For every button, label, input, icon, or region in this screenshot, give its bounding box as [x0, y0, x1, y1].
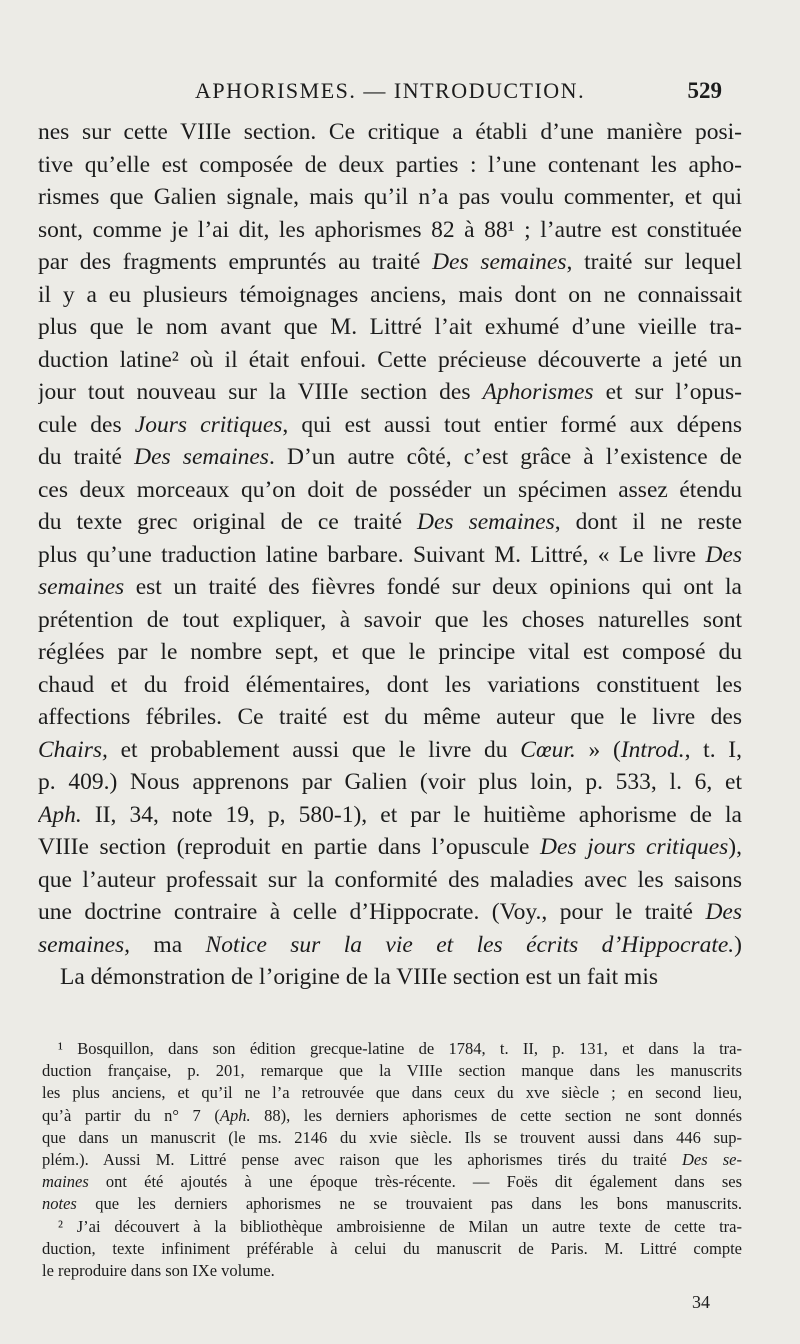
text-line	[38, 766, 742, 799]
footnote-line	[42, 1149, 742, 1171]
text-run: les plus anciens, et qu’il ne l’a retrouvée que dans ceux du xve siècle ; en second lieu,	[42, 1083, 742, 1103]
text-run: par des fragments empruntés au traité	[38, 249, 433, 275]
text-line	[38, 474, 742, 507]
text-run: une doctrine contraire à celle d’Hippocrate. (Voy., pour le traité	[38, 899, 706, 925]
main-text	[38, 116, 742, 994]
text-run: duction française, p. 201, remarque que la VIIIe section manque dans les manuscrits	[42, 1061, 742, 1081]
text-run: , dont il ne reste	[554, 509, 742, 535]
text-line	[38, 896, 742, 929]
text-line	[38, 961, 742, 994]
text-run: est un traité des fièvres fondé sur deux opinions qui ont la	[124, 574, 742, 600]
page-number: 529	[687, 78, 722, 103]
footnote-line	[42, 1238, 742, 1260]
italic-text: Chairs,	[38, 736, 108, 763]
footnote-line	[42, 1082, 742, 1104]
text-run: , qui est aussi tout entier formé aux dépens	[282, 411, 742, 438]
text-line	[38, 669, 742, 702]
text-run: La démonstration de l’origine de la VIIIe section est un fait mis	[60, 964, 658, 990]
italic-text: Cœur.	[520, 736, 576, 763]
italic-text: Des semaines	[134, 444, 269, 470]
text-line	[38, 149, 742, 182]
text-run: duction latine² où il était enfoui. Cette précieuse découverte a jeté un	[38, 346, 742, 373]
text-run: VIIIe section (reproduit en partie dans l’opuscule	[38, 834, 541, 860]
text-run: et probablement aussi que le livre du	[107, 736, 521, 763]
text-run: il y a eu plusieurs témoignages anciens, mais dont on ne connaissait	[38, 281, 742, 308]
text-run: ² J’ai découvert à la bibliothèque ambroisienne de Milan un autre texte de cette tra-	[58, 1216, 742, 1236]
text-run: plus que le nom avant que M. Littré l’ait exhumé d’une vieille tra-	[38, 314, 742, 340]
text-run: 88), les derniers aphorismes de cette section ne sont donnés	[250, 1105, 742, 1125]
text-run: . D’un autre côté, c’est grâce à l’existence de	[268, 444, 742, 470]
italic-text: Des	[705, 541, 742, 568]
text-run: chaud et du froid élémentaires, dont les variations constituent les	[38, 671, 742, 698]
text-run: affections fébriles. Ce traité est du même auteur que le livre des	[38, 704, 742, 730]
text-run: du texte grec original de ce traité	[38, 509, 418, 535]
text-run: » (	[575, 736, 621, 763]
text-run: ma	[130, 931, 206, 958]
text-line	[38, 636, 742, 669]
italic-text: Des semaines	[417, 509, 555, 535]
text-run: p. 409.) Nous apprenons par Galien (voir plus loin, p. 533, l. 6, et	[38, 769, 742, 795]
text-line	[38, 116, 742, 149]
text-run: prétention de tout expliquer, à savoir que les choses naturelles sont	[38, 606, 742, 633]
footnote-line	[42, 1260, 742, 1282]
italic-text: Des jours critiques	[540, 834, 729, 860]
running-head	[0, 78, 800, 112]
text-run: qu’à partir du n° 7 (	[42, 1105, 220, 1125]
text-line	[38, 181, 742, 214]
italic-text: notes	[42, 1194, 77, 1214]
text-run: ces deux morceaux qu’on doit de posséder un spécimen assez étendu	[38, 476, 742, 503]
italic-text: semaines	[38, 574, 125, 600]
text-run: plus qu’une traduction latine barbare. Suivant M. Littré, « Le livre	[38, 541, 706, 568]
italic-text: Introd.	[620, 736, 685, 763]
text-line	[38, 799, 742, 832]
signature-mark: 34	[692, 1292, 710, 1312]
text-run: tive qu’elle est composée de deux parties : l’une contenant les apho-	[38, 151, 742, 178]
text-line	[38, 214, 742, 247]
text-run: II, 34, note 19, p, 580-1), et par le huitième aphorisme de la	[81, 801, 742, 828]
footnote-line	[42, 1060, 742, 1082]
italic-text: Notice sur la vie et les écrits d’Hippocrate.	[205, 931, 735, 958]
text-line	[38, 311, 742, 344]
text-line	[38, 344, 742, 377]
text-line	[38, 246, 742, 279]
text-run: jour tout nouveau sur la VIIIe section des	[38, 379, 483, 405]
text-line	[38, 864, 742, 897]
text-run: nes sur cette VIIIe section. Ce critique a établi d’une manière posi-	[38, 119, 742, 145]
italic-text: semaines,	[38, 931, 131, 958]
text-line	[38, 506, 742, 539]
text-line	[38, 279, 742, 312]
text-run: sont, comme je l’ai dit, les aphorismes 82 à 88¹ ; l’autre est constituée	[38, 216, 742, 243]
text-run: et sur l’opus-	[593, 379, 742, 405]
text-run: du traité	[38, 444, 135, 470]
text-line	[38, 604, 742, 637]
text-run: ¹ Bosquillon, dans son édition grecque-latine de 1784, t. II, p. 131, et dans la tra-	[58, 1039, 742, 1058]
text-line	[38, 734, 742, 767]
italic-text: Des	[705, 899, 742, 925]
text-run: rismes que Galien signale, mais qu’il n’a pas voulu commenter, et qui	[38, 184, 742, 210]
text-line	[38, 409, 742, 442]
text-line	[38, 571, 742, 604]
italic-text: Des semaines	[432, 249, 567, 275]
text-run: le reproduire dans son IXe volume.	[42, 1260, 275, 1280]
footnote-line	[42, 1038, 742, 1060]
text-line	[38, 376, 742, 409]
text-run: ont été ajoutés à une époque très-récente. — Foës dit également dans ses	[88, 1172, 742, 1192]
text-run: )	[734, 931, 742, 958]
text-run: que l’auteur professait sur la conformité des maladies avec les saisons	[38, 866, 742, 893]
italic-text: maines	[42, 1172, 89, 1192]
italic-text: Aph.	[219, 1105, 251, 1125]
footnote-line	[42, 1105, 742, 1127]
footnote-line	[42, 1216, 742, 1238]
text-line	[38, 441, 742, 474]
running-title: APHORISMES. — INTRODUCTION.	[195, 78, 586, 103]
text-run: cule des	[38, 411, 135, 438]
text-line	[38, 701, 742, 734]
text-run: que les derniers aphorismes ne se trouvaient pas dans les bons manuscrits.	[76, 1194, 742, 1214]
text-run: duction, texte infiniment préférable à celui du manuscrit de Paris. M. Littré compte	[42, 1238, 742, 1258]
text-run: ),	[728, 834, 742, 860]
text-run: plém.). Aussi M. Littré pense avec raison que les aphorismes tirés du traité	[42, 1149, 682, 1169]
footnote-line	[42, 1171, 742, 1193]
text-line	[38, 539, 742, 572]
italic-text: Jours critiques	[134, 411, 283, 438]
italic-text: Des se-	[681, 1149, 742, 1169]
text-line	[38, 831, 742, 864]
text-line	[38, 929, 742, 962]
footnotes	[42, 1038, 742, 1282]
text-run: que dans un manuscrit (le ms. 2146 du xvie siècle. Ils se trouvent aussi dans 446 sup-	[42, 1127, 742, 1147]
footnote-line	[42, 1127, 742, 1149]
italic-text: Aph.	[38, 801, 82, 828]
text-run: , t. I,	[684, 736, 742, 763]
text-run: , traité sur lequel	[566, 249, 742, 275]
text-run: réglées par le nombre sept, et que le principe vital est composé du	[38, 639, 742, 665]
italic-text: Aphorismes	[482, 379, 594, 405]
footnote-line	[42, 1193, 742, 1215]
